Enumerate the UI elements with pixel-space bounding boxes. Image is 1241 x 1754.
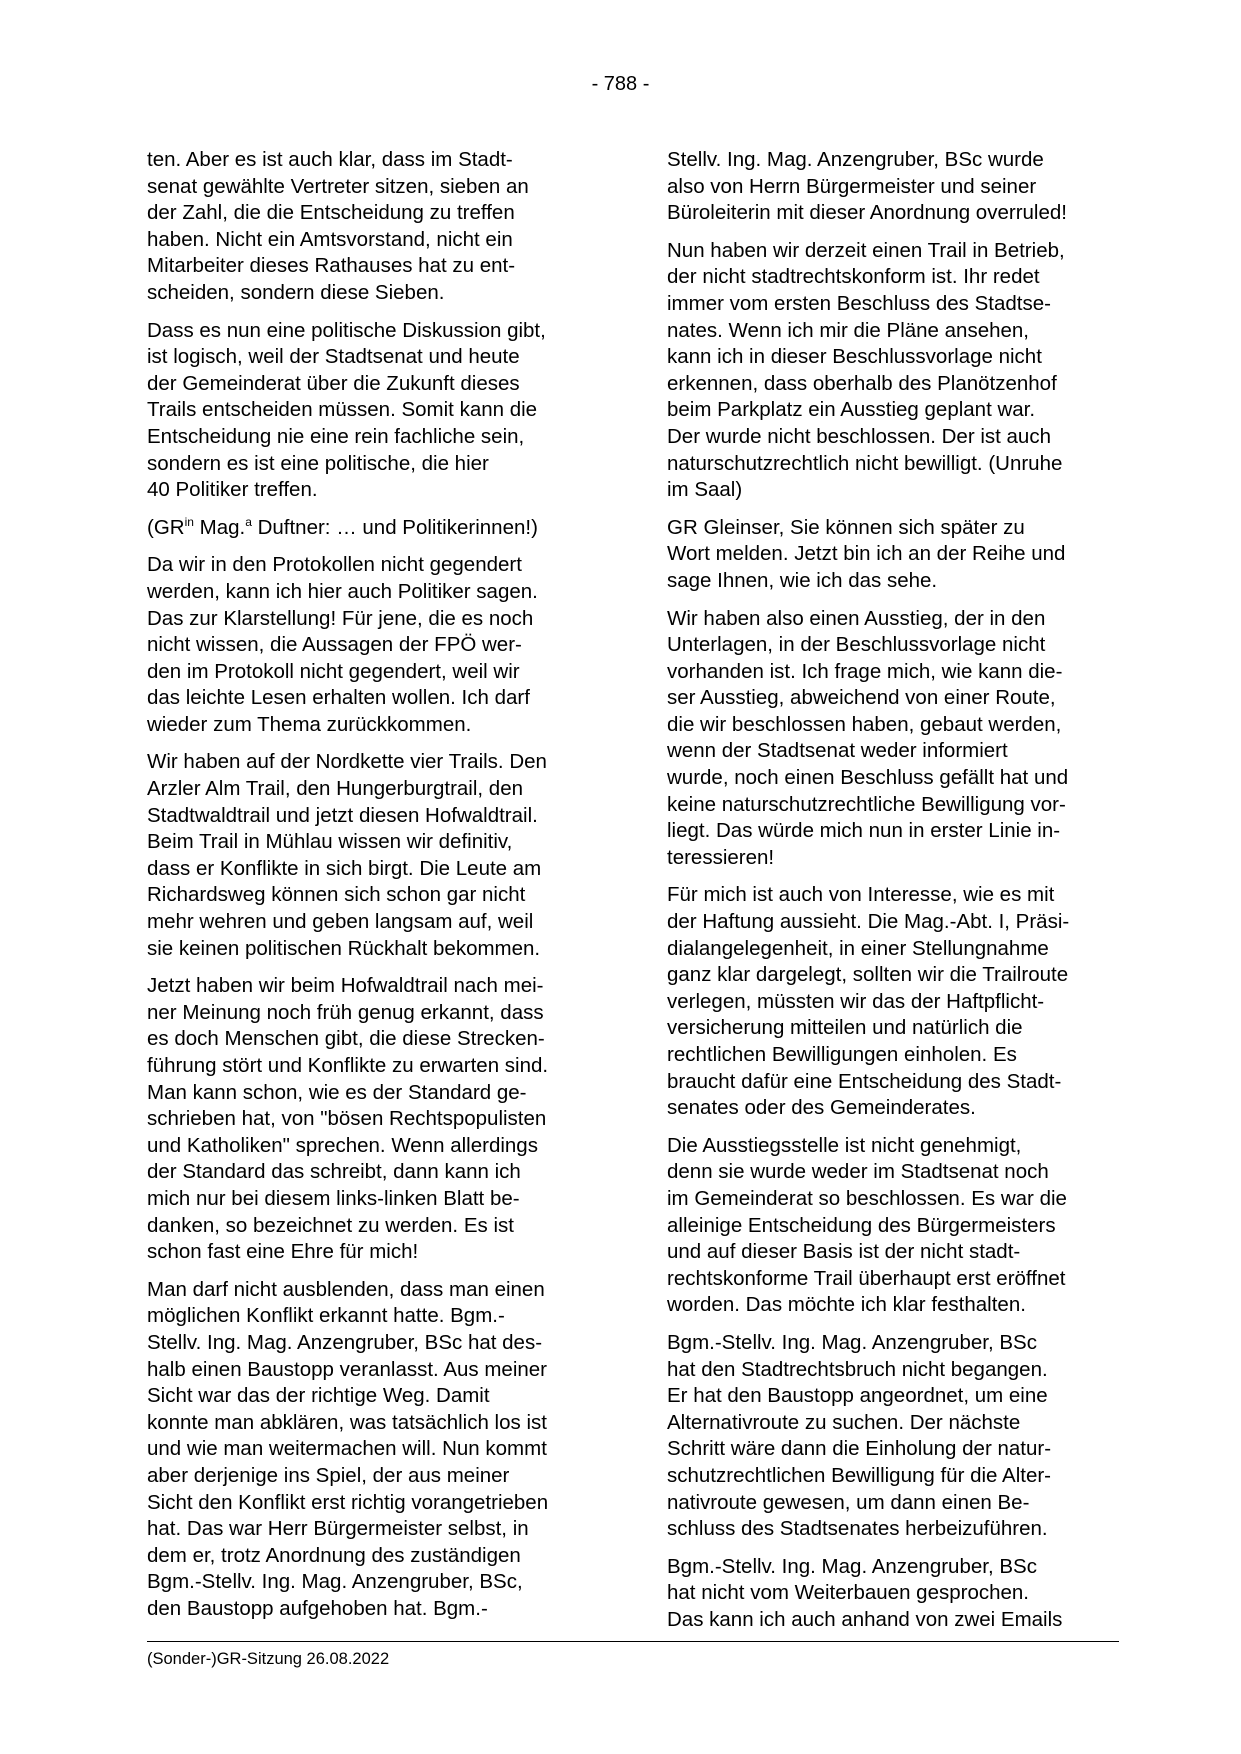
interjection-middle: Mag. xyxy=(193,515,246,539)
footer-divider xyxy=(147,1641,1119,1642)
paragraph: Nun haben wir derzeit einen Trail in Betrieb, der nicht stadtrechtskonform ist. Ihr redet immer vom ersten Beschluss des Stadtse- nates. Wenn ich mir die Pläne ansehen, kann ich in dieser Beschlussvorlage nicht erkennen, dass oberhalb des Planötzenhof beim Parkplatz ein Ausstieg geplant war. Der wurde nicht beschlossen. Der ist auch naturschutzrechtlich nicht bewilligt. (Unruhe im Saal) xyxy=(667,238,1065,502)
interjection-suffix: Duftner: … und Politikerinnen!) xyxy=(251,515,538,539)
footer-session-label: (Sonder-)GR-Sitzung 26.08.2022 xyxy=(147,1650,390,1668)
interjection xyxy=(147,515,609,542)
paragraph: ten. Aber es ist auch klar, dass im Stadt- senat gewählte Vertreter sitzen, sieben an der Zahl, die die Entscheidung zu treffen haben. Nicht ein Amtsvorstand, nicht ein Mitarbeiter dieses Rathauses hat zu ent- scheiden, sondern diese Sieben. xyxy=(147,148,529,304)
paragraph: Wir haben also einen Ausstieg, der in den Unterlagen, in der Beschlussvorlage nicht vorhanden ist. Ich frage mich, wie kann die- ser Ausstieg, abweichend von einer Route, die wir beschlossen haben, gebaut werden, wenn der Stadtsenat weder informiert wurde, noch einen Beschluss gefällt hat und keine naturschutzrechtliche Bewilligung vor- liegt. Das würde mich nun in erster Linie in- teressieren! xyxy=(667,606,1069,869)
paragraph: Bgm.-Stellv. Ing. Mag. Anzengruber, BSc hat den Stadtrechtsbruch nicht begangen. Er hat den Baustopp angeordnet, um eine Alternativroute zu suchen. Der nächste Schritt wäre dann die Einholung der natur- schutzrechtlichen Bewilligung für die Alter- nativroute gewesen, um dann einen Be- schluss des Stadtsenates herbeizuführen. xyxy=(667,1330,1052,1541)
paragraph: Man darf nicht ausblenden, dass man einen möglichen Konflikt erkannt hatte. Bgm.- Stellv. Ing. Mag. Anzengruber, BSc hat des- halb einen Baustopp veranlasst. Aus meiner Sicht war das der richtige Weg. Damit konnte man abklären, was tatsächlich los ist und wie man weitermachen will. Nun kommt aber derjenige ins Spiel, der aus meiner Sicht den Konflikt erst richtig vorangetrieben hat. Das war Herr Bürgermeister selbst, in dem er, trotz Anordnung des zuständigen Bgm.-Stellv. Ing. Mag. Anzengruber, BSc, den Baustopp aufgehoben hat. Bgm.- xyxy=(147,1277,549,1620)
paragraph: GR Gleinser, Sie können sich später zu Wort melden. Jetzt bin ich an der Reihe und sage Ihnen, wie ich das sehe. xyxy=(667,515,1066,592)
interjection-prefix: (GR xyxy=(147,515,185,539)
paragraph: Für mich ist auch von Interesse, wie es mit der Haftung aussieht. Die Mag.-Abt. I, Präsi- dialangelegenheit, in einer Stellungnahme ganz klar dargelegt, sollten wir die Trailroute verlegen, müssten wir das der Haftpflicht- versicherung mitteilen und natürlich die rechtlichen Bewilligungen einholen. Es braucht dafür eine Entscheidung des Stadt- senates oder des Gemeinderates. xyxy=(667,883,1070,1120)
paragraph: Jetzt haben wir beim Hofwaldtrail nach mei- ner Meinung noch früh genug erkannt, dass es doch Menschen gibt, die diese Strecken- führung stört und Konflikte zu erwarten sind. Man kann schon, wie es der Standard ge- schrieben hat, von "bösen Rechtspopulisten und Katholiken" sprechen. Wenn allerdings der Standard das schreibt, dann kann ich mich nur bei diesem links-linken Blatt be- danken, so bezeichnet zu werden. Es ist schon fast eine Ehre für mich! xyxy=(147,974,549,1264)
paragraph: Die Ausstiegsstelle ist nicht genehmigt, denn sie wurde weder im Stadtsenat noch im Gemeinderat so beschlossen. Es war die alleinige Entscheidung des Bürgermeisters und auf dieser Basis ist der nicht stadt- rechtskonforme Trail überhaupt erst eröffnet worden. Das möchte ich klar festhalten. xyxy=(667,1133,1067,1317)
left-column xyxy=(147,147,609,1633)
interjection-superscript: in xyxy=(184,514,194,529)
right-column xyxy=(667,147,1129,1644)
interjection-superscript: a xyxy=(245,514,252,529)
paragraph: Wir haben auf der Nordkette vier Trails. Den Arzler Alm Trail, den Hungerburgtrail, den Stadtwaldtrail und jetzt diesen Hofwaldtrail. Beim Trail in Mühlau wissen wir definitiv, dass er Konflikte in sich birgt. Die Leute am Richardsweg können sich schon gar nicht mehr wehren und geben langsam auf, weil sie keinen politischen Rückhalt bekommen. xyxy=(147,750,547,960)
paragraph: Bgm.-Stellv. Ing. Mag. Anzengruber, BSc hat nicht vom Weiterbauen gesprochen. Das kann ich auch anhand von zwei Emails xyxy=(667,1554,1063,1631)
paragraph: Dass es nun eine politische Diskussion gibt, ist logisch, weil der Stadtsenat und heute der Gemeinderat über die Zukunft dieses Trails entscheiden müssen. Somit kann die Entscheidung nie eine rein fachliche sein, sondern es ist eine politische, die hier 40 Politiker treffen. xyxy=(147,318,546,502)
paragraph: Da wir in den Protokollen nicht gegendert werden, kann ich hier auch Politiker sagen. Das zur Klarstellung! Für jene, die es noch nicht wissen, die Aussagen der FPÖ wer- den im Protokoll nicht gegendert, weil wir das leichte Lesen erhalten wollen. Ich darf wieder zum Thema zurückkommen. xyxy=(147,553,538,736)
paragraph: Stellv. Ing. Mag. Anzengruber, BSc wurde also von Herrn Bürgermeister und seiner Büroleiterin mit dieser Anordnung overruled! xyxy=(667,148,1067,225)
page-number: - 788 - xyxy=(591,73,650,95)
